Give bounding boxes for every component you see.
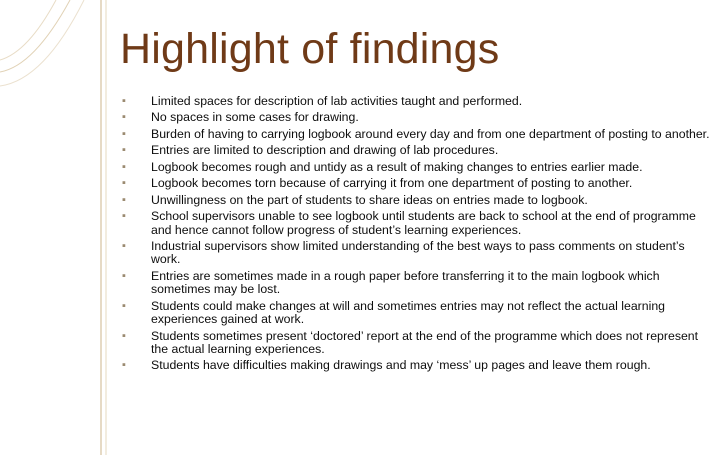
bullet-square-icon: ▪ — [122, 127, 126, 140]
bullet-square-icon: ▪ — [122, 240, 126, 253]
corner-ornament — [0, 0, 100, 100]
bullet-square-icon: ▪ — [122, 210, 126, 223]
corner-arc-1 — [0, 0, 70, 72]
finding-item — [117, 128, 713, 141]
finding-text: Students sometimes present ‘doctored’ report at the end of the programme which does not represent the actual learning experiences. — [151, 328, 699, 356]
finding-text: No spaces in some cases for drawing. — [151, 110, 359, 125]
finding-item — [117, 240, 713, 267]
finding-item — [117, 95, 713, 108]
findings-list — [117, 95, 713, 376]
finding-text: Industrial supervisors show limited understanding of the best ways to pass comments on student’s work. — [151, 239, 685, 267]
finding-text: Logbook becomes torn because of carrying it from one department of posting to another. — [151, 176, 633, 191]
bullet-square-icon: ▪ — [122, 299, 126, 312]
finding-item — [117, 359, 713, 372]
finding-text: Limited spaces for description of lab activities taught and performed. — [151, 94, 523, 108]
bullet-square-icon: ▪ — [122, 111, 126, 124]
finding-item — [117, 144, 713, 157]
finding-item — [117, 194, 713, 207]
bullet-square-icon: ▪ — [122, 144, 126, 157]
bullet-square-icon: ▪ — [122, 269, 126, 282]
finding-item — [117, 270, 713, 297]
slide-title: Highlight of findings — [120, 25, 500, 73]
bullet-square-icon: ▪ — [122, 359, 126, 372]
finding-text: Burden of having to carrying logbook around every day and from one department of posting to another. — [151, 126, 710, 141]
bullet-square-icon: ▪ — [122, 177, 126, 190]
finding-text: Logbook becomes rough and untidy as a result of making changes to entries earlier made. — [151, 159, 643, 174]
finding-text: Unwillingness on the part of students to share ideas on entries made to logbook. — [151, 192, 588, 207]
finding-text: School supervisors unable to see logbook until students are back to school at the end of programme and hence cannot follow progress of student’s learning experiences. — [151, 209, 696, 237]
finding-item — [117, 111, 713, 124]
finding-text: Students could make changes at will and sometimes entries may not reflect the actual learning experiences gained at work. — [151, 298, 666, 327]
corner-arc-2 — [0, 0, 56, 60]
finding-item — [117, 177, 713, 190]
finding-text: Entries are sometimes made in a rough paper before transferring it to the main logbook which sometimes may be lost. — [151, 268, 660, 297]
finding-item — [117, 210, 713, 237]
bullet-square-icon: ▪ — [122, 329, 126, 342]
finding-item — [117, 161, 713, 174]
finding-text: Students have difficulties making drawings and may ‘mess’ up pages and leave them rough. — [151, 358, 651, 373]
finding-item — [117, 330, 713, 357]
finding-item — [117, 300, 713, 327]
finding-text: Entries are limited to description and drawing of lab procedures. — [151, 143, 499, 158]
bullet-square-icon: ▪ — [122, 95, 126, 107]
bullet-square-icon: ▪ — [122, 193, 126, 206]
bullet-square-icon: ▪ — [122, 160, 126, 173]
